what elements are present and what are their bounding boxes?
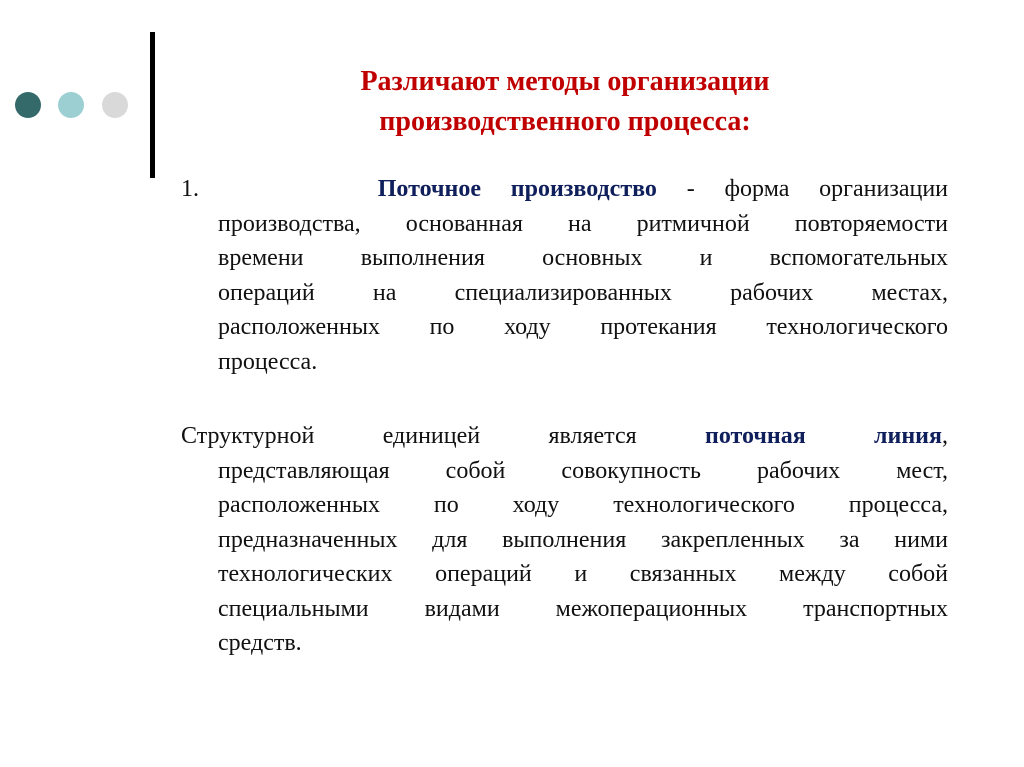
title-line-2: производственного процесса:	[379, 106, 751, 137]
para2-line: предназначенных для выполнения закрепленных за ними	[218, 526, 948, 553]
para2-line: представляющая собой совокупность рабочих мест,	[218, 457, 948, 484]
decor-dot-light	[58, 92, 84, 118]
slide-body	[181, 172, 948, 661]
para2-line: расположенных по ходу технологического процесса,	[218, 492, 948, 518]
para2-text: Структурной единицей является	[181, 423, 637, 449]
comma: ,	[941, 423, 948, 449]
slide-title	[250, 62, 880, 142]
decor-dot-grey	[102, 92, 128, 118]
term-flow-production: Поточное производство	[377, 176, 657, 202]
para1-line: процесса.	[218, 348, 318, 375]
list-number: 1.	[181, 176, 199, 202]
decor-dot-dark	[15, 92, 41, 118]
para1-line-1	[181, 172, 948, 207]
para2-line-1	[181, 419, 948, 454]
term-flow-line: поточная линия	[705, 423, 942, 449]
para1-line: времени выполнения основных и вспомогательных	[218, 245, 948, 271]
para2-line: средств.	[218, 630, 302, 656]
title-line-1: Различают методы организации	[360, 66, 770, 97]
para2-line: технологических операций и связанных между собой	[218, 561, 948, 587]
para1-text: - форма организации	[686, 176, 949, 202]
para1-line: операций на специализированных рабочих местах,	[218, 279, 948, 306]
decor-divider	[150, 32, 155, 178]
para1-line: производства, основанная на ритмичной повторяемости	[218, 210, 948, 237]
para1-line: расположенных по ходу протекания технологического	[218, 314, 948, 340]
para2-line: специальными видами межоперационных транспортных	[218, 595, 948, 622]
